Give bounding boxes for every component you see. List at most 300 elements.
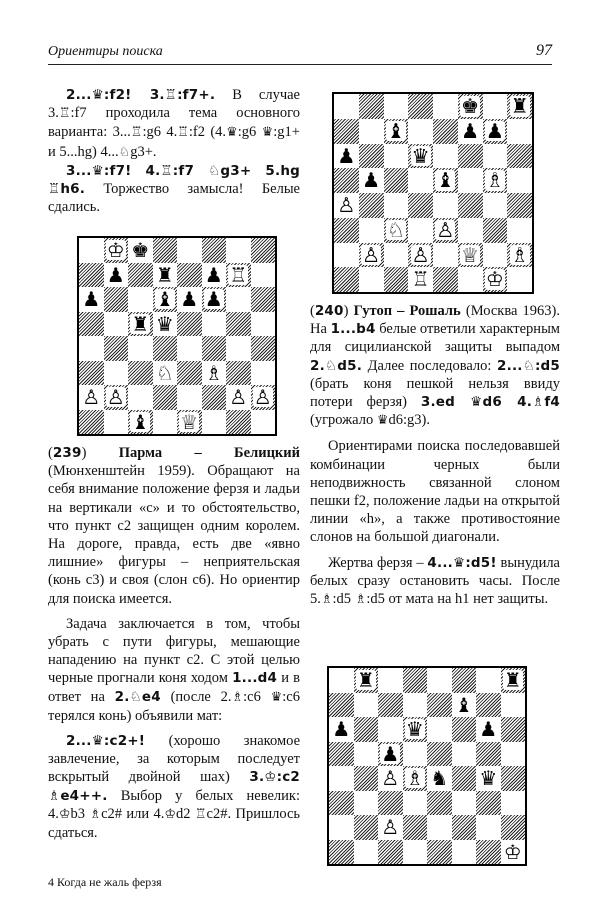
paragraph [48,444,300,608]
knight-glyph: ♘ [522,357,535,374]
paragraph [310,437,560,546]
board-square [483,193,508,218]
white-queen-icon: ♕ [461,242,480,267]
board-square [354,815,379,840]
board-square [334,119,359,144]
board-square [329,840,354,865]
board-square [251,287,276,312]
board-square [378,815,403,840]
page-footer: 4 Когда не жаль ферзя [48,875,162,889]
board-square [153,287,178,312]
move-text: g3+ 5.hg [220,162,300,179]
board-square [384,94,409,119]
board-square [128,385,153,410]
text: (хорошо знакомое завлечение, за которым последует вскрытый двойной шах) [48,733,300,786]
board-square [427,693,452,718]
left-column-bottom [48,444,300,842]
move-text: 4... [427,554,453,571]
board-square [427,840,452,865]
white-rook-icon: ♖ [229,262,248,287]
board-square [501,693,526,718]
text: Далее последовало: [362,357,498,374]
board-square [334,144,359,169]
rook-glyph: ♖ [58,106,71,122]
black-pawn-icon: ♟ [479,717,498,742]
queen-glyph: ♛ [270,689,283,705]
board-square [128,312,153,337]
black-bishop-icon: ♝ [454,692,473,717]
board-square [226,287,251,312]
board-square [384,144,409,169]
board-square [104,410,129,435]
white-queen-icon: ♕ [180,409,199,434]
board-square [128,410,153,435]
board-square [226,263,251,288]
board-square [403,742,428,767]
black-queen-icon: ♛ [411,143,430,168]
chess-diagram-241 [327,666,527,866]
board-square [251,238,276,263]
move-text: :c2 [276,769,300,786]
board-square [483,218,508,243]
board-square [403,791,428,816]
board-square [153,263,178,288]
board-square [452,742,477,767]
board-square [458,243,483,268]
board-square [476,840,501,865]
board-square [476,693,501,718]
text: Ориентирами поиска последовавшей комбинации черных были неподвижность связанной слоном пешки f2, положение ладьи на открытой линии «h», а также противостояние слонов на большой диагонали. [310,438,560,546]
board-square [128,263,153,288]
board-square [104,238,129,263]
board-square [384,267,409,292]
board-square [177,385,202,410]
board-square [408,243,433,268]
black-bishop-icon: ♝ [155,287,174,312]
board-square [476,766,501,791]
black-pawn-icon: ♟ [180,287,199,312]
board-square [79,410,104,435]
board-square [507,119,532,144]
board-square [458,193,483,218]
move-text: 3... [66,162,92,179]
board-square [408,193,433,218]
white-pawn-icon: ♙ [362,242,381,267]
board-square [476,815,501,840]
white-pawn-icon: ♙ [381,766,400,791]
text: c2# или 4. [101,805,165,822]
white-bishop-icon: ♗ [204,360,223,385]
rook-glyph: ♖ [177,125,189,141]
move-text: f4 [544,394,561,411]
board-square [329,791,354,816]
king-glyph: ♔ [58,806,71,822]
board-square [226,238,251,263]
board-square [202,312,227,337]
white-pawn-icon: ♙ [253,385,272,410]
queen-glyph: ♛ [91,162,104,179]
board-square [104,385,129,410]
black-pawn-icon: ♟ [362,168,381,193]
board-square [334,94,359,119]
move-text: h6. [60,181,86,198]
board-square [334,218,359,243]
board-square [403,717,428,742]
move-text: :d5! [465,554,497,571]
move-text: :f7! 4. [103,162,161,179]
board-square [476,668,501,693]
text: :g1+ и 5...hg) 4... [48,124,300,160]
board-square [507,168,532,193]
bishop-glyph: ♗ [231,689,244,705]
board-square [458,218,483,243]
board-square [177,263,202,288]
white-pawn-icon: ♙ [381,815,400,840]
rook-glyph: ♖ [130,125,143,141]
board-square [177,287,202,312]
move-text: 3.ed [420,394,471,411]
board-square [354,742,379,767]
knight-glyph: ♘ [208,162,221,179]
black-bishop-icon: ♝ [386,118,405,143]
left-column-top [48,86,300,216]
board-square [104,336,129,361]
text: (Мюнхенштейн 1959). Обращают на себя внимание положение ферзя и ладьи на вертикали «с» и то обстоятельство, что пункт с2 защищен одним королем. На дороге, правда, есть две «явно лишние» фигуры – неприятельская (конь с3) и своя (слон с6). Но ориентир для поиска имеется. [48,463,300,607]
board-square [153,410,178,435]
players: Парма – Белицкий [118,445,300,461]
black-pawn-icon: ♟ [461,118,480,143]
white-pawn-icon: ♙ [337,193,356,218]
board-square [408,168,433,193]
board-square [378,791,403,816]
board-square [433,168,458,193]
board-square [251,385,276,410]
board-square [378,742,403,767]
move-text: :f7+. [177,87,216,103]
board-square [378,668,403,693]
text: (Москва 1963). На [310,303,560,338]
board-square [359,193,384,218]
board-square [354,766,379,791]
white-knight-icon: ♘ [386,217,405,242]
move-text: :d5 [534,357,560,374]
board-square [153,361,178,386]
rook-glyph: ♖ [160,162,173,179]
move-text: :f2! 3. [103,87,165,103]
board-square [433,218,458,243]
board-square [251,410,276,435]
board-square [79,263,104,288]
board-square [153,385,178,410]
board-square [128,336,153,361]
chess-diagram-239 [77,236,277,436]
paragraph [48,732,300,842]
board-square [354,791,379,816]
board-square [403,815,428,840]
board-square [177,410,202,435]
paragraph [48,615,300,725]
move-text: 2... [66,733,92,750]
board-square [408,218,433,243]
board-square [427,766,452,791]
board-square [79,361,104,386]
board-square [507,144,532,169]
board-square [433,119,458,144]
move-text: 2... [497,357,523,374]
white-pawn-icon: ♙ [229,385,248,410]
board-square [202,263,227,288]
text: :d5 [332,591,355,608]
text: d2 [176,805,195,822]
queen-glyph: ♛ [91,87,104,103]
board-square [384,218,409,243]
white-pawn-icon: ♙ [411,242,430,267]
black-bishop-icon: ♝ [436,168,455,193]
white-pawn-icon: ♙ [106,385,125,410]
knight-glyph: ♘ [118,144,131,160]
board-square [104,287,129,312]
board-square [79,238,104,263]
board-square [359,94,384,119]
text: (брать коня пешкой нельзя ввиду потери ферзя) [310,375,560,411]
white-pawn-icon: ♙ [82,385,101,410]
board-square [458,94,483,119]
white-king-icon: ♔ [503,839,522,864]
board-square [384,168,409,193]
board-square [408,144,433,169]
black-rook-icon: ♜ [356,668,375,693]
text: Торжество замысла! Белые сдались. [48,181,300,216]
board-square [128,238,153,263]
board-square [483,267,508,292]
board-square [329,766,354,791]
move-text: :c2+! [103,733,146,750]
players: Гутоп – Рошаль [353,303,461,319]
bishop-glyph: ♗ [320,592,333,608]
white-pawn-icon: ♙ [436,217,455,242]
board-square [501,815,526,840]
board-square [403,668,428,693]
move-text: d6 4. [482,394,533,411]
move-text: 1...b4 [330,321,376,338]
board-square [251,336,276,361]
board-square [79,312,104,337]
board-square [202,238,227,263]
king-glyph: ♔ [264,769,277,786]
board-square [177,238,202,263]
black-pawn-icon: ♟ [106,262,125,287]
board-square [384,243,409,268]
queen-glyph: ♛ [453,554,466,571]
board-square [501,668,526,693]
white-bishop-icon: ♗ [485,168,504,193]
board-square [334,243,359,268]
board-square [384,119,409,144]
white-king-icon: ♔ [485,267,504,292]
board-square [507,193,532,218]
board-square [433,94,458,119]
queen-glyph: ♛ [91,733,104,750]
black-pawn-icon: ♟ [82,287,101,312]
board-square [433,267,458,292]
rook-glyph: ♖ [164,87,178,103]
black-queen-icon: ♛ [155,311,174,336]
board-square [433,193,458,218]
board-square [79,287,104,312]
paragraph [48,162,300,217]
bishop-glyph: ♗ [354,592,367,608]
board-square [334,267,359,292]
move-text: 2... [66,87,92,103]
black-king-icon: ♚ [461,94,480,119]
white-bishop-icon: ♗ [510,242,529,267]
board-square [403,766,428,791]
board-square [378,840,403,865]
board-square [476,791,501,816]
white-knight-icon: ♘ [155,360,174,385]
board-square [452,717,477,742]
text: :c6 [243,688,271,705]
text: d6:g3). [388,412,430,429]
board-square [354,668,379,693]
board-square [226,312,251,337]
text: ) [343,303,354,319]
black-king-icon: ♚ [131,238,150,263]
board-square [128,287,153,312]
board-square [202,287,227,312]
text: c2#. Пришлось сдаться. [48,805,301,842]
black-rook-icon: ♜ [155,262,174,287]
text: :f2 (4. [188,124,227,141]
text: :d5 от мата на h1 нет защиты. [366,591,549,608]
board-square [476,717,501,742]
board-square [427,815,452,840]
black-pawn-icon: ♟ [485,118,504,143]
move-text: 2. [114,688,130,705]
board-square [458,119,483,144]
rook-glyph: ♖ [194,806,207,822]
text: В случае 3. [48,87,300,122]
board-square [329,668,354,693]
board-square [104,312,129,337]
board-square [452,840,477,865]
board-square [507,243,532,268]
board-square [378,717,403,742]
board-square [501,791,526,816]
white-rook-icon: ♖ [411,267,430,292]
black-rook-icon: ♜ [510,94,529,119]
board-square [408,119,433,144]
board-square [427,791,452,816]
board-square [452,766,477,791]
board-square [359,267,384,292]
text: и в ответ на [48,670,300,705]
move-text: 1...d4 [232,670,278,687]
black-knight-icon: ♞ [430,766,449,791]
board-square [329,742,354,767]
board-square [334,193,359,218]
board-square [226,410,251,435]
board-square [79,336,104,361]
bishop-glyph: ♗ [532,394,545,411]
black-bishop-icon: ♝ [131,409,150,434]
board-square [501,742,526,767]
rook-glyph: ♖ [48,181,61,198]
text: (после 2. [160,688,232,705]
text: :g6 4. [142,124,178,141]
black-pawn-icon: ♟ [381,741,400,766]
board-square [458,267,483,292]
board-square [226,361,251,386]
board-square [354,693,379,718]
board-square [501,840,526,865]
board-square [153,238,178,263]
paragraph [310,302,560,430]
black-pawn-icon: ♟ [204,287,223,312]
board-square [128,361,153,386]
text: ( [48,445,53,461]
board-square [359,119,384,144]
text: вынудила белых сразу остановить часы. После 5. [310,554,560,608]
page-header [48,44,552,64]
board-square [329,717,354,742]
black-pawn-icon: ♟ [332,717,351,742]
board-square [153,312,178,337]
board-square [202,361,227,386]
board-square [329,815,354,840]
board-square [458,168,483,193]
queen-glyph: ♛ [226,125,238,141]
board-square [226,336,251,361]
board-square [403,693,428,718]
board-square [251,361,276,386]
header-rule [48,64,552,65]
board-square [452,815,477,840]
board-square [202,336,227,361]
game-number: 240 [314,303,344,319]
white-bishop-icon: ♗ [405,766,424,791]
board-square [251,263,276,288]
move-text: e4 [141,688,161,705]
board-square [202,385,227,410]
bishop-glyph: ♗ [48,787,61,804]
board-square [483,94,508,119]
text: :f7 проходила тема основного варианта: 3... [48,105,300,141]
right-column [310,302,560,609]
board-square [483,243,508,268]
board-square [359,144,384,169]
board-square [408,267,433,292]
black-pawn-icon: ♟ [204,262,223,287]
text: ) [81,445,119,461]
page-number: 97 [536,42,552,59]
board-square [334,168,359,193]
text: g3+. [130,143,157,160]
board-square [177,361,202,386]
board-square [433,243,458,268]
black-rook-icon: ♜ [131,311,150,336]
board-square [433,144,458,169]
black-pawn-icon: ♟ [337,143,356,168]
text: ( [310,303,315,319]
board-square [427,668,452,693]
knight-glyph: ♘ [324,357,338,374]
board-square [378,766,403,791]
black-queen-icon: ♛ [479,766,498,791]
move-text: 3. [249,769,265,786]
black-queen-icon: ♛ [405,717,424,742]
game-number: 239 [52,445,82,461]
